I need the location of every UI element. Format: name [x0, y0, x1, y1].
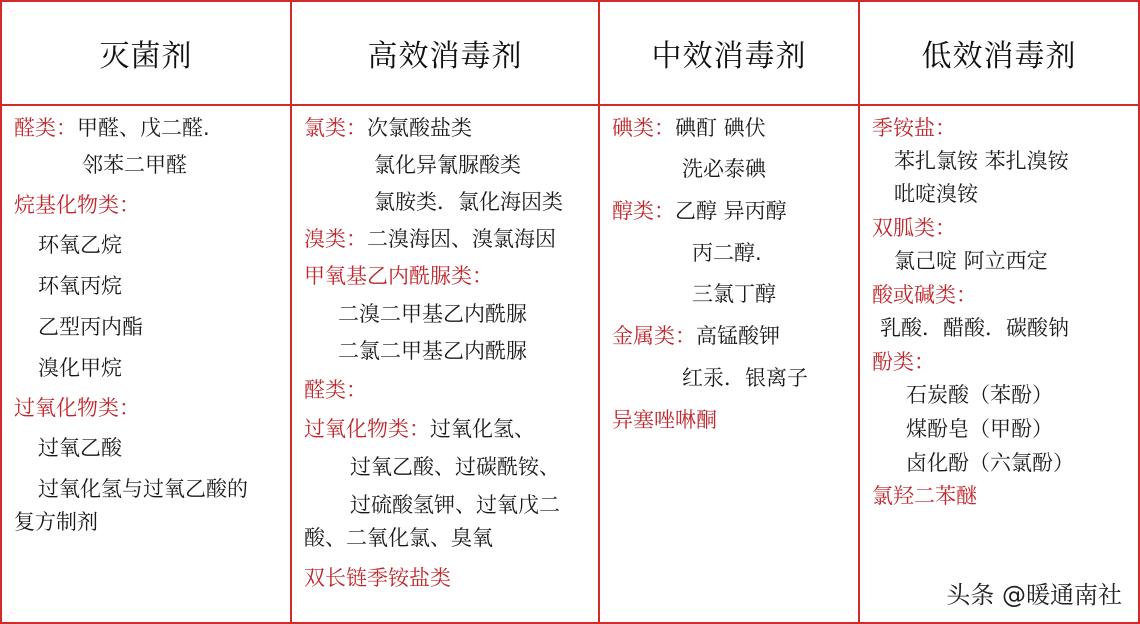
category-label: 碘类：: [612, 116, 675, 140]
header-sterilant: 灭菌剂: [99, 39, 193, 74]
list-item: 二溴二甲基乙内酰脲: [338, 302, 527, 326]
list-item: 醇类：乙醇 异丙醇: [612, 199, 787, 223]
list-item: 氯化异氰脲酸类: [374, 153, 521, 177]
category-label: 甲氧基乙内酰脲类：: [304, 264, 493, 288]
list-item: 吡啶溴铵: [894, 182, 978, 206]
list-item: 邻苯二甲醛: [82, 153, 187, 177]
list-item: 过硫酸氢钾、过氧戊二: [350, 493, 560, 517]
list-item: 红汞．银离子: [682, 366, 808, 390]
category-label: 酚类：: [872, 350, 935, 374]
category-label: 氯类：: [304, 116, 367, 140]
list-item: 煤酚皂（甲酚）: [906, 417, 1053, 441]
category-label: 溴类：: [304, 227, 367, 251]
category-label: 酸或碱类：: [872, 283, 977, 307]
list-item: 金属类：高锰酸钾: [612, 324, 780, 348]
list-item: 过氧化物类：过氧化氢、: [304, 417, 535, 441]
category-label: 双长链季铵盐类: [304, 566, 451, 590]
list-item: 过氧乙酸: [38, 436, 122, 460]
header-divider: [0, 104, 1140, 106]
header-high-level-disinfectant: 高效消毒剂: [367, 39, 523, 74]
list-item: 丙二醇.: [692, 241, 762, 265]
list-item: 氯类：次氯酸盐类: [304, 116, 472, 140]
list-item: 二氯二甲基乙内酰脲: [338, 339, 527, 363]
list-item: 卤化酚（六氯酚）: [906, 451, 1074, 475]
category-label: 醛类：: [304, 378, 367, 402]
list-item: 醛类：甲醛、戊二醛.: [14, 116, 210, 140]
list-item: 复方制剂: [14, 510, 98, 534]
list-item: 溴化甲烷: [38, 356, 122, 380]
category-label: 醛类：: [14, 116, 77, 140]
list-item: 苯扎氯铵 苯扎溴铵: [894, 149, 1069, 173]
list-item: 环氧丙烷: [38, 274, 122, 298]
column-sterilant: [14, 112, 248, 539]
list-item: 三氯丁醇: [692, 282, 776, 306]
category-label: 氯羟二苯醚: [872, 484, 977, 508]
list-item: 溴类：二溴海因、溴氯海因: [304, 227, 556, 251]
column-low-level: [872, 112, 1074, 513]
list-item: 乙型丙内酯: [38, 315, 143, 339]
category-label: 过氧化物类：: [304, 417, 430, 441]
list-item: 过氧化氢与过氧乙酸的: [38, 477, 248, 501]
list-item: 酸、二氧化氯、臭氧: [304, 526, 493, 550]
category-label: 烷基化物类：: [14, 193, 140, 217]
header-low-level-disinfectant: 低效消毒剂: [921, 39, 1077, 74]
category-label: 金属类：: [612, 324, 696, 348]
watermark: 头条 @暖通南社: [946, 581, 1122, 609]
list-item: 乳酸．醋酸．碳酸钠: [880, 316, 1069, 340]
list-item: 洗必泰碘: [682, 157, 766, 181]
column-high-level: [304, 112, 563, 595]
list-item: 碘类：碘酊 碘伏: [612, 116, 766, 140]
category-label: 醇类：: [612, 199, 675, 223]
list-item: 氯己啶 阿立西定: [894, 249, 1048, 273]
category-label: 异塞唑啉酮: [612, 408, 717, 432]
category-label: 季铵盐：: [872, 116, 956, 140]
header-intermediate-level-disinfectant: 中效消毒剂: [651, 39, 807, 74]
list-item: 石炭酸（苯酚）: [906, 383, 1053, 407]
list-item: 过氧乙酸、过碳酰铵、: [350, 455, 560, 479]
column-intermediate-level: [612, 112, 808, 437]
list-item: 氯胺类．氯化海因类: [374, 190, 563, 214]
category-label: 双胍类：: [872, 216, 956, 240]
list-item: 环氧乙烷: [38, 233, 122, 257]
category-label: 过氧化物类：: [14, 396, 140, 420]
